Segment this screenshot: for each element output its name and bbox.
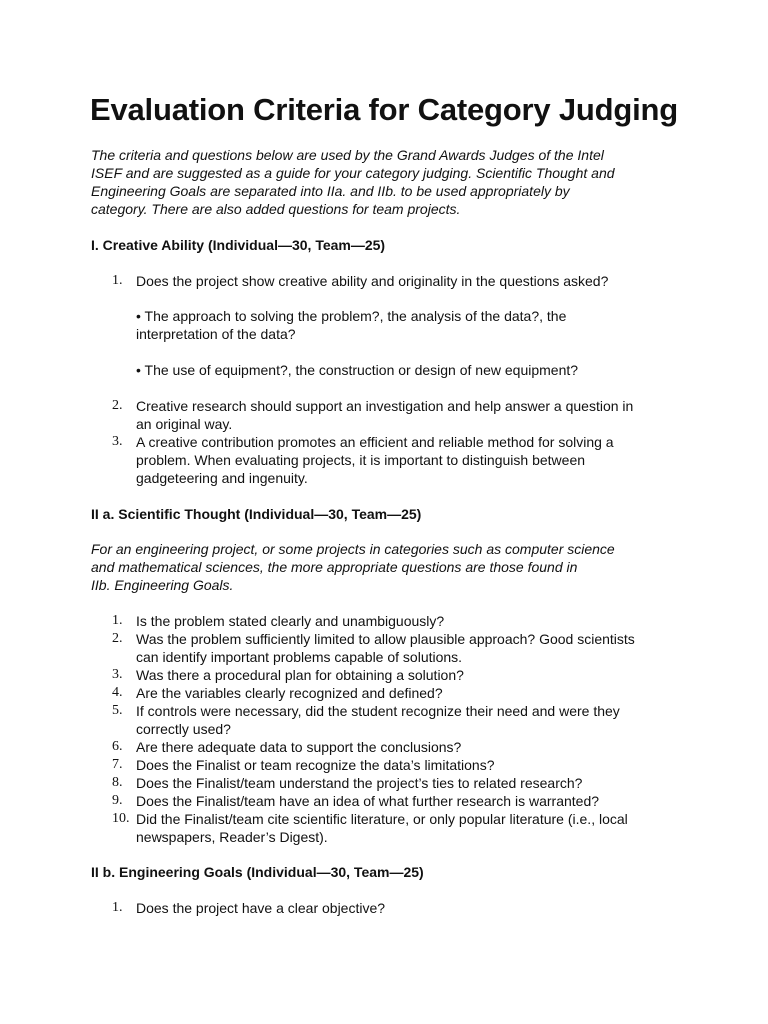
intro-paragraph <box>91 146 691 218</box>
intro-line: ISEF and are suggested as a guide for your category judging. Scientific Thought and <box>91 165 615 181</box>
section-heading-creative-ability: I. Creative Ability (Individual—30, Team—25) <box>91 237 386 253</box>
list-item-number: 10. <box>112 811 130 826</box>
list-item-text: Creative research should support an investigation and help answer a question in <box>136 398 634 414</box>
intro-line: category. There are also added questions for team projects. <box>91 201 461 217</box>
intro-line: Engineering Goals are separated into IIa. and IIb. to be used appropriately by <box>91 183 570 199</box>
section-note <box>91 540 691 594</box>
list-item-text: Does the Finalist or team recognize the data’s limitations? <box>136 757 495 773</box>
list-item-number: 6. <box>112 739 123 754</box>
list-item-text: correctly used? <box>136 721 231 737</box>
bullet-text: interpretation of the data? <box>136 326 296 342</box>
note-line: IIb. Engineering Goals. <box>91 577 234 593</box>
list-item-text: Is the problem stated clearly and unambiguously? <box>136 613 445 629</box>
note-line: For an engineering project, or some projects in categories such as computer science <box>91 541 615 557</box>
list-item-text: A creative contribution promotes an efficient and reliable method for solving a <box>136 434 614 450</box>
list-item-text: Was the problem sufficiently limited to allow plausible approach? Good scientists <box>136 631 635 647</box>
list-item-text: Does the project show creative ability and originality in the questions asked? <box>136 273 609 289</box>
list-item-text: an original way. <box>136 416 233 432</box>
list-item-number: 3. <box>112 434 123 449</box>
list-item-text: Are the variables clearly recognized and defined? <box>136 685 443 701</box>
list-item-number: 3. <box>112 667 123 682</box>
list-item-text: can identify important problems capable of solutions. <box>136 649 463 665</box>
bullet-text: • The approach to solving the problem?, the analysis of the data?, the <box>136 308 567 324</box>
list-item-number: 2. <box>112 398 123 413</box>
list-item-number: 5. <box>112 703 123 718</box>
list-item-text: Does the Finalist/team understand the project’s ties to related research? <box>136 775 583 791</box>
page-title: Evaluation Criteria for Category Judging <box>90 92 678 127</box>
bullet-text: • The use of equipment?, the construction or design of new equipment? <box>136 362 579 378</box>
list-item-text: Are there adequate data to support the conclusions? <box>136 739 462 755</box>
list-item-number: 1. <box>112 613 123 628</box>
section-heading-scientific-thought: II a. Scientific Thought (Individual—30, Team—25) <box>91 506 422 522</box>
list-item-number: 9. <box>112 793 123 808</box>
list-item-number: 7. <box>112 757 123 772</box>
list-item-text: newspapers, Reader’s Digest). <box>136 829 328 845</box>
bullet-item <box>136 361 666 379</box>
list-item-text: Was there a procedural plan for obtaining a solution? <box>136 667 464 683</box>
list-item-number: 8. <box>112 775 123 790</box>
intro-line: The criteria and questions below are used by the Grand Awards Judges of the Intel <box>91 147 604 163</box>
list-item-text: gadgeteering and ingenuity. <box>136 470 308 486</box>
list-item-number: 1. <box>112 273 123 288</box>
note-line: and mathematical sciences, the more appropriate questions are those found in <box>91 559 578 575</box>
bullet-item <box>136 307 666 343</box>
section-heading-engineering-goals: II b. Engineering Goals (Individual—30, Team—25) <box>91 864 424 880</box>
list-item-text: Did the Finalist/team cite scientific literature, or only popular literature (i.e., local <box>136 811 628 827</box>
list-item-number: 4. <box>112 685 123 700</box>
list-item-text: If controls were necessary, did the student recognize their need and were they <box>136 703 620 719</box>
list-item-number: 1. <box>112 900 123 915</box>
list-item-text: Does the project have a clear objective? <box>136 900 386 916</box>
list-item-text: problem. When evaluating projects, it is important to distinguish between <box>136 452 586 468</box>
list-item-number: 2. <box>112 631 123 646</box>
list-item-text: Does the Finalist/team have an idea of what further research is warranted? <box>136 793 600 809</box>
